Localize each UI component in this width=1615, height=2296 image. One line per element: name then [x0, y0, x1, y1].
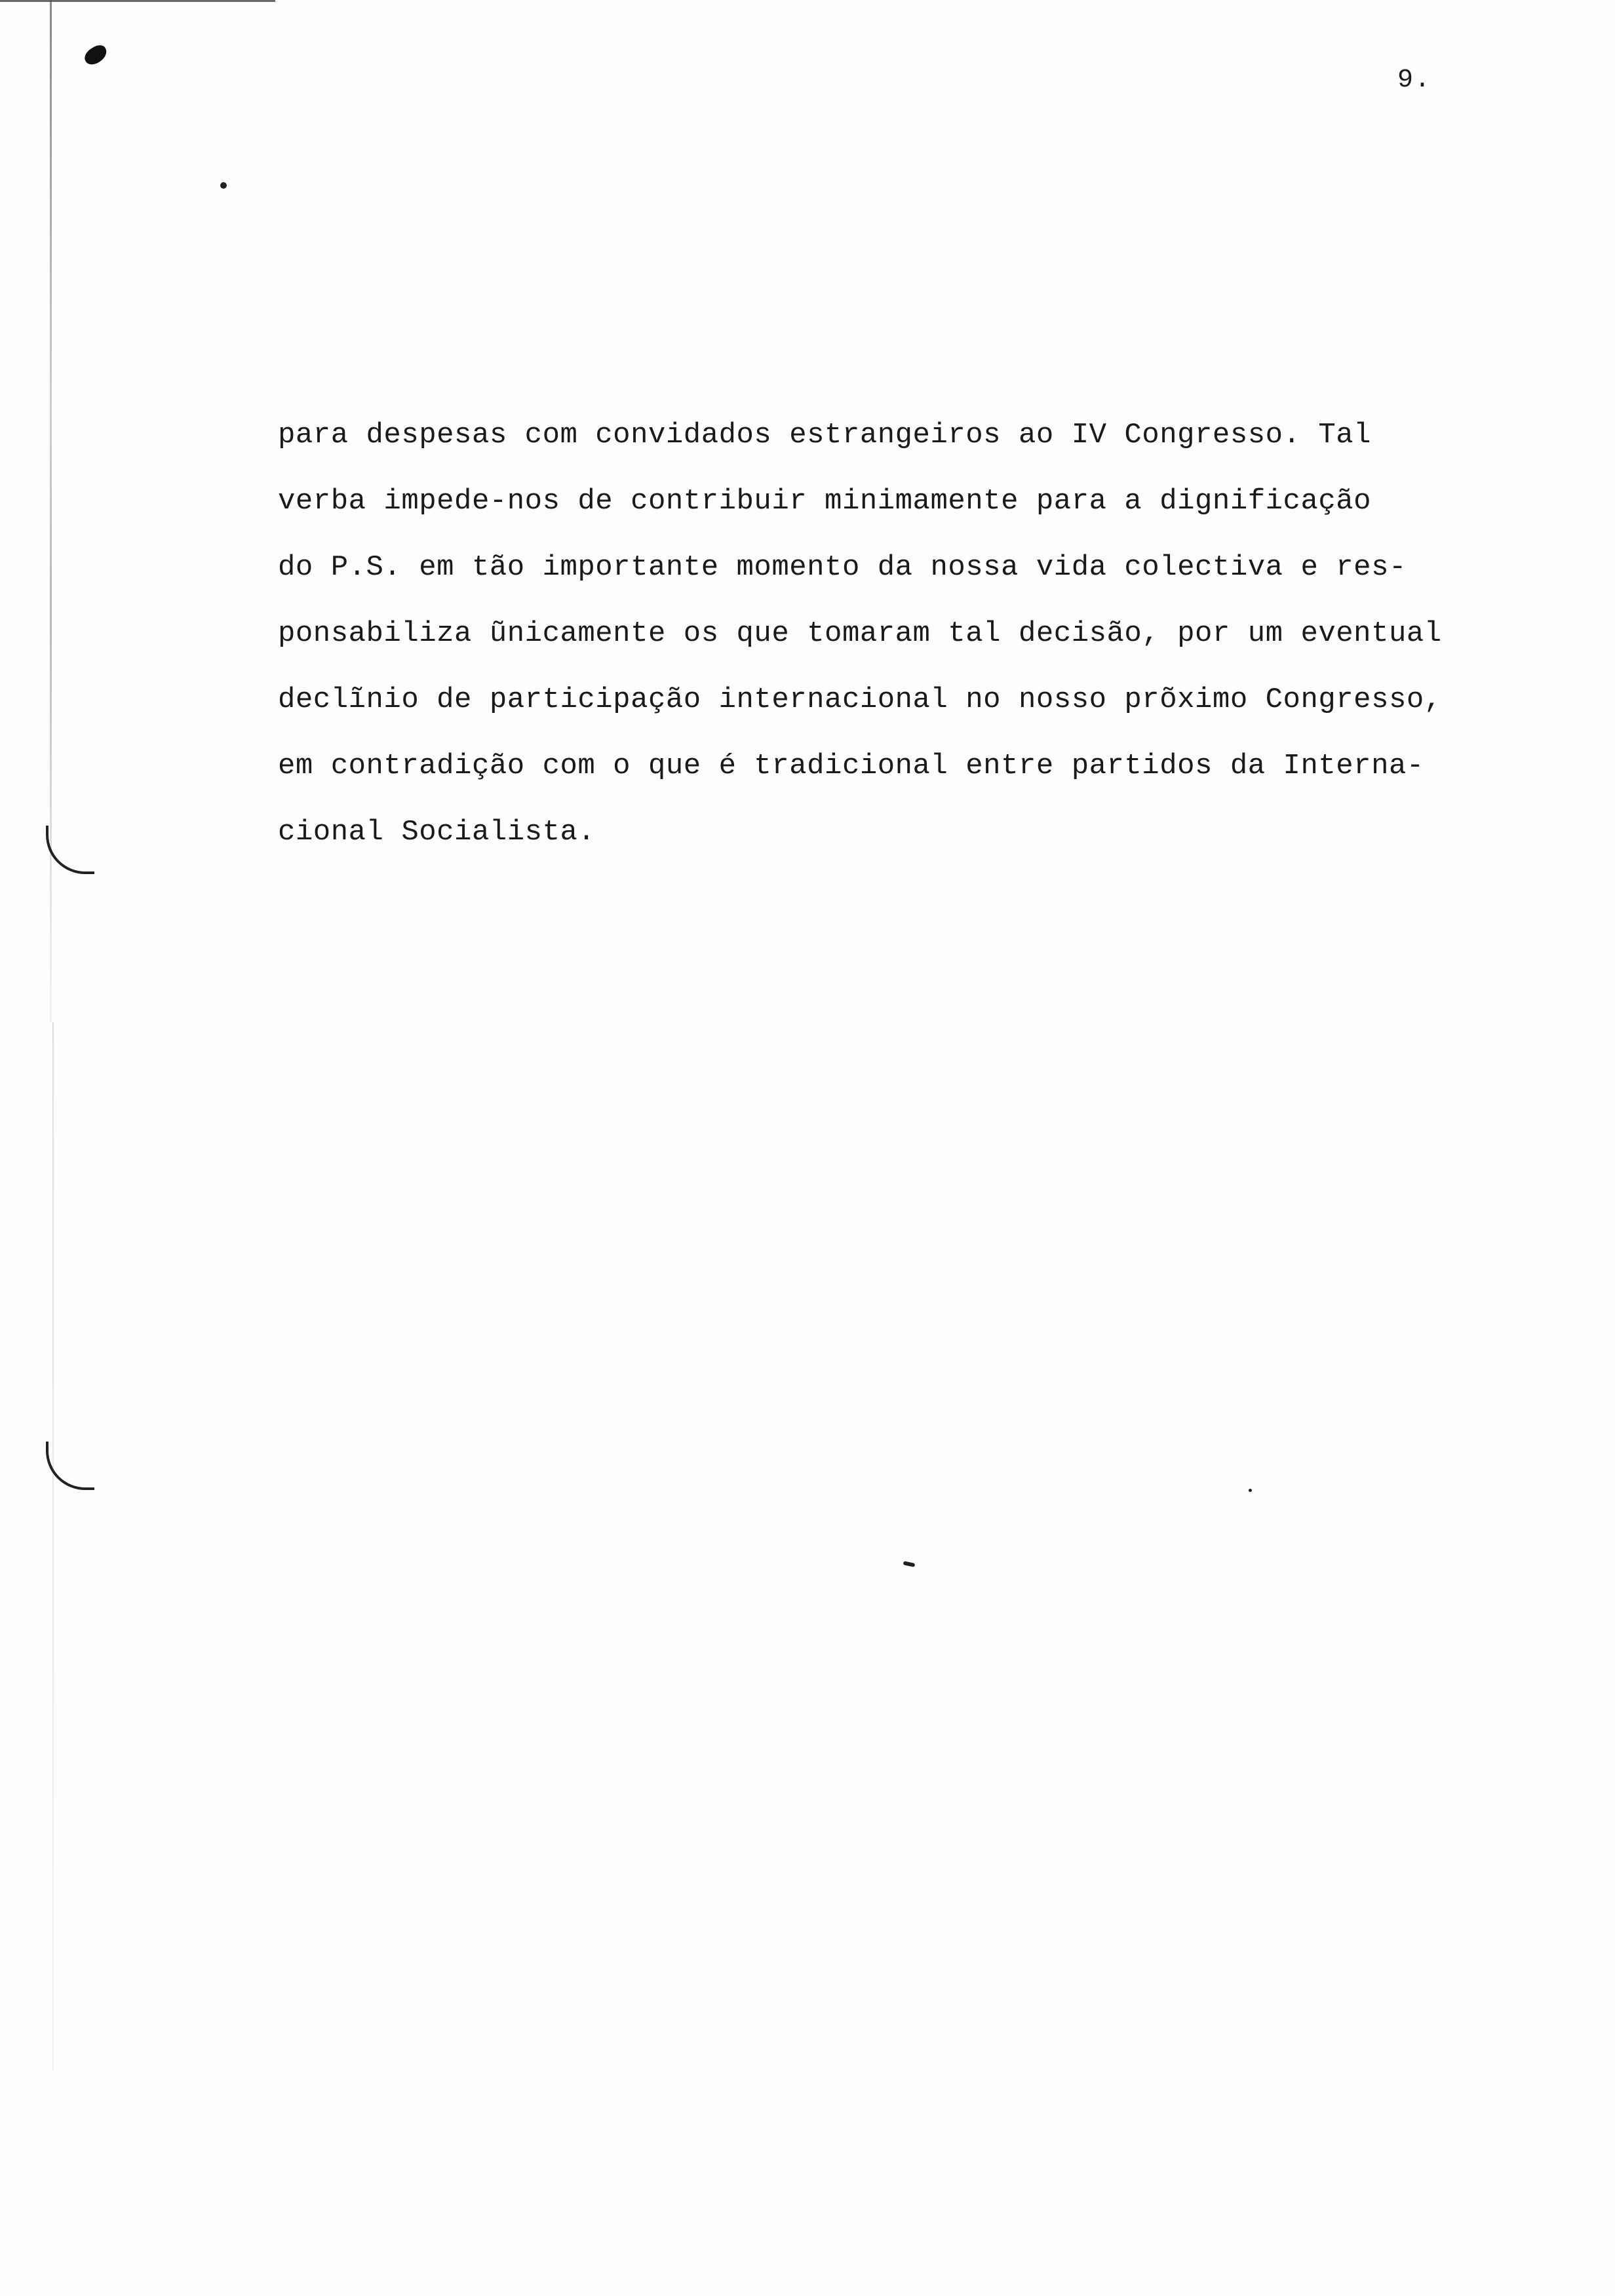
binding-edge — [50, 0, 52, 1022]
text-line: em contradição com o que é tradicional entre partidos da Interna- — [278, 750, 1424, 782]
ink-blot — [81, 43, 109, 68]
page-number: 9. — [1397, 66, 1432, 95]
text-line: declĩnio de participação internacional no nosso prõximo Congresso, — [278, 683, 1442, 716]
text-line: do P.S. em tão importante momento da nossa vida colectiva e res- — [278, 551, 1407, 584]
text-line: verba impede-nos de contribuir minimamente para a dignificação — [278, 485, 1372, 518]
speck — [220, 182, 227, 189]
binding-edge-lower — [52, 1022, 54, 2071]
body-paragraph — [278, 402, 1576, 866]
punch-hole-mark — [46, 826, 94, 874]
speck — [1249, 1489, 1252, 1492]
text-line: ponsabiliza ũnicamente os que tomaram tal decisão, por um eventual — [278, 617, 1442, 650]
text-line: para despesas com convidados estrangeiros ao IV Congresso. Tal — [278, 419, 1372, 451]
speck-dash — [903, 1561, 916, 1567]
page-top-edge — [0, 0, 275, 2]
text-line: cional Socialista. — [278, 816, 596, 849]
